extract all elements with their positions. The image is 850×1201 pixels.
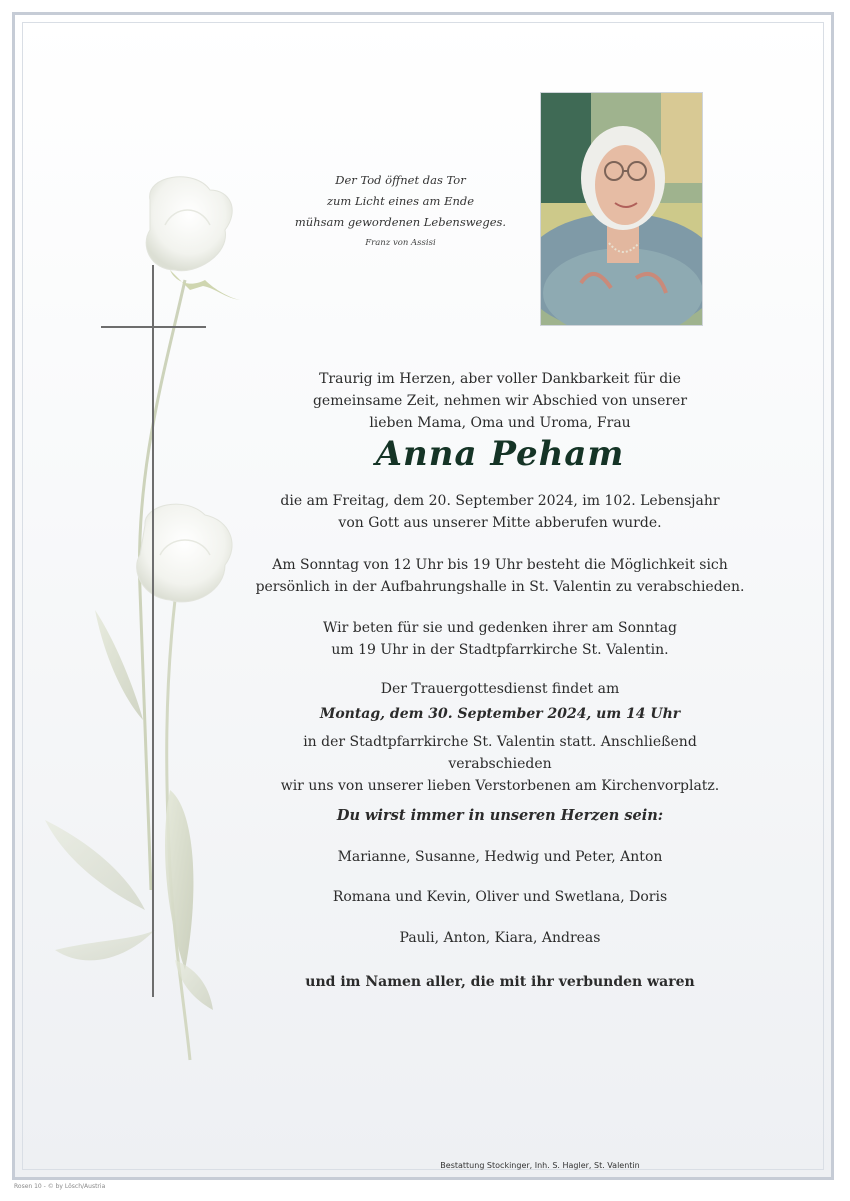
intro-text xyxy=(250,368,750,434)
quote-author: Franz von Assisi xyxy=(365,238,436,248)
prayer-line: Wir beten für sie und gedenken ihrer am Sonntag xyxy=(323,620,677,636)
family-line: Romana und Kevin, Oliver und Swetlana, Doris xyxy=(332,889,668,905)
death-line: von Gott aus unserer Mitte abberufen wurde. xyxy=(338,515,662,531)
cross-horizontal-bar xyxy=(101,326,206,328)
heart-line: Du wirst immer in unseren Herzen sein: xyxy=(336,807,664,824)
quote-line: mühsam gewordenen Lebensweges. xyxy=(294,215,507,229)
upper-rose xyxy=(146,177,240,300)
white-roses-illustration xyxy=(25,170,255,1070)
death-notice xyxy=(250,490,750,534)
quote-line: zum Licht eines am Ende xyxy=(326,194,475,208)
portrait-photo xyxy=(540,92,703,326)
prayer-line: um 19 Uhr in der Stadtpfarrkirche St. Valentin. xyxy=(331,642,669,658)
funeral-details xyxy=(250,731,750,797)
death-line: die am Freitag, dem 20. September 2024, im 102. Lebensjahr xyxy=(280,493,720,509)
funeral-detail-line: in der Stadtpfarrkirche St. Valentin statt. Anschließend verabschieden xyxy=(303,734,697,772)
intro-line: gemeinsame Zeit, nehmen wir Abschied von unserer xyxy=(312,393,688,409)
intro-line: lieben Mama, Oma und Uroma, Frau xyxy=(369,415,631,431)
lower-rose xyxy=(137,504,232,602)
image-credit: Rosen 10 - © by Lösch/Austria xyxy=(14,1183,106,1190)
viewing-line: persönlich in der Aufbahrungshalle in St. Valentin zu verabschieden. xyxy=(255,579,745,595)
quote-line: Der Tod öffnet das Tor xyxy=(335,173,466,187)
family-line: Pauli, Anton, Kiara, Andreas xyxy=(399,930,601,946)
viewing-notice xyxy=(250,554,750,598)
family-line: Marianne, Susanne, Hedwig und Peter, Anton xyxy=(337,849,663,865)
closing-line: und im Namen aller, die mit ihr verbunden waren xyxy=(305,974,695,990)
cross-vertical-bar xyxy=(152,265,154,997)
viewing-line: Am Sonntag von 12 Uhr bis 19 Uhr besteht die Möglichkeit sich xyxy=(272,557,728,573)
quote xyxy=(278,170,523,253)
undertaker-footer: Bestattung Stockinger, Inh. S. Hagler, St. Valentin xyxy=(440,1161,640,1170)
intro-line: Traurig im Herzen, aber voller Dankbarkeit für die xyxy=(319,371,681,387)
funeral-intro: Der Trauergottesdienst findet am xyxy=(380,681,620,697)
funeral-date: Montag, dem 30. September 2024, um 14 Uhr xyxy=(319,706,681,722)
deceased-name: Anna Peham xyxy=(375,434,625,474)
prayer-notice xyxy=(250,617,750,661)
funeral-detail-line: wir uns von unserer lieben Verstorbenen am Kirchenvorplatz. xyxy=(280,778,720,794)
